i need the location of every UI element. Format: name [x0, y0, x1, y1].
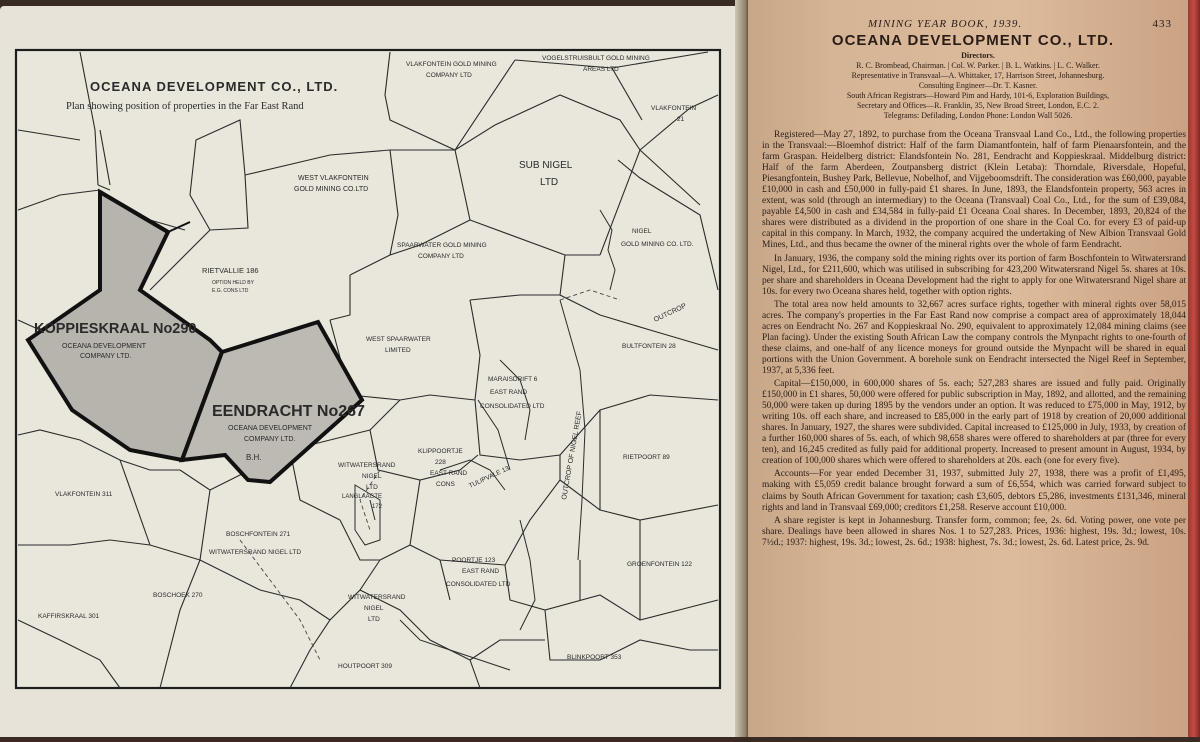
koppieskraal-sub2: COMPANY LTD. [80, 353, 132, 360]
west-spaarwater-1: WEST SPAARWATER [366, 336, 431, 343]
poortje-1: POORTJE 123 [452, 557, 496, 564]
bultfontein-label: BULTFONTEIN 28 [622, 343, 676, 350]
para-capital: Capital—£150,000, in 600,000 shares of 5s. each; 527,283 shares are issued and fully paid. Originally £150,000 in £1 shares, 50,000 were offered for public subscription in May, 1892, and allotted, and the remaining 50,000 were taken up during 1895 by the vendors under an option. It was reduced to £75,000 in May, 1912, by writing 10s. off each share, and increased to £85,000 in the early part of 1918 by creation of 20,000 additional shares. In January, 1927, the shares were subdivided. Capital increased to £125,000 in July, 1933, by creation of a further 160,000 shares of 5s. each, of which 98,658 shares were offered to shareholders at par (three for every ten), and 16,245 credited as fully paid for additional property. Increased to present amount in August, 1934, by creation of 100,000 shares which were offered to shareholders at 20s. each (one for every five). [762, 379, 1186, 467]
nigel-reef-label: OUTCROP OF NIGEL REEF [561, 410, 584, 501]
marais-3: CONSOLIDATED LTD [480, 403, 545, 410]
para-boschfontein: In January, 1936, the company sold the mining rights over its portion of farm Boschfontein to Witwatersrand Nigel, Ltd., for £211,600, which was utilised in subscribing for 423,200 Witwatersrand Nigel 5s. shares at 10s. per share and shareholders in Oceana Development had the right to apply for one Witwatersrand Nigel share at 10s. for every two Oceana shares held, together with option rights. [762, 253, 1186, 297]
houtpoort-label: HOUTPOORT 309 [338, 663, 392, 670]
page-number: 433 [1152, 18, 1172, 30]
para-share-register: A share register is kept in Johannesburg. Transfer form, common; fee, 2s. 6d. Voting power, one vote per share. Dealings have been allowed in shares Nos. 1 to 527,283. Prices, 1936: highest, 19s. 3d.; lowest, 10s. 7½d.; 1937: highest, 19s. 3d.; lowest, 2s. 6d.; 1938: highest, 7s. 3d.; lowest, 2s. 6d. Latest price, 2s. 9d. [762, 515, 1186, 548]
vogelstruis-2: AREAS LTD [583, 66, 619, 73]
vlakfontein21-1: VLAKFONTEIN [651, 105, 697, 112]
vlakfontein-gm-2: COMPANY LTD [426, 72, 472, 79]
marais-1: MARAISDRIFT 6 [488, 376, 538, 383]
wit-nigel-b-2: NIGEL [364, 605, 384, 612]
tulipvale-label: TULIPVALE 13 [467, 465, 511, 490]
koppieskraal-sub1: OCEANA DEVELOPMENT [62, 343, 147, 350]
sub-nigel-1: SUB NIGEL [519, 160, 573, 171]
sub-nigel-2: LTD [540, 177, 559, 188]
rep-transvaal: Representative in Transvaal—A. Whittaker, 17, Harrison Street, Johannesburg. [851, 71, 1105, 80]
langlaagte-1: LANGLAAGTE [342, 494, 383, 500]
secretary: Secretary and Offices—R. Franklin, 35, New Broad Street, London, E.C. 2. [856, 101, 1100, 110]
para-accounts: Accounts—For year ended December 31, 1937, submitted July 27, 1938, there was a profit of £1,495, making with £5,059 credit balance brought forward a sum of £6,554, which was carried forward subject to claims by South African Government for taxation; cash £3,605, debtors £5,286, investments £131,346, mineral rights and land in Transvaal £69,000; creditors £1,258. Reserve account £10,000. [762, 469, 1186, 513]
rietvallie-3: E.G. CONS LTD [212, 288, 249, 294]
spaarwater-1: SPAARWATER GOLD MINING [397, 242, 487, 249]
nigel-gm-1: NIGEL [632, 228, 652, 235]
poortje-2: EAST RAND [462, 568, 500, 575]
sa-registrars: South African Registrars—Howard Pim and Hardy, 101-6, Exploration Buildings, [846, 91, 1110, 100]
eendracht-sub2: COMPANY LTD. [244, 436, 296, 443]
rietvallie-2: OPTION HELD BY [212, 280, 254, 286]
boschoek-label: BOSCHOEK 270 [153, 592, 203, 599]
body-text [762, 130, 1186, 551]
eendracht-label: EENDRACHT No267 [212, 403, 365, 420]
koppieskraal-label: KOPPIESKRAAL No290 [34, 321, 197, 337]
directors-list: R. C. Brombead, Chairman. | Col. W. Parker. | B. L. Watkins. | L. C. Walker. [856, 61, 1100, 70]
klippoortje-4: CONS [436, 481, 455, 488]
groenfontein-label: GROENFONTEIN 122 [627, 561, 693, 568]
telegrams: Telegrams: Defilading, London Phone: London Wall 5026. [883, 111, 1073, 120]
west-vlakfontein-1: WEST VLAKFONTEIN [298, 175, 369, 182]
book-cover-edge [1188, 0, 1200, 737]
consulting-engineer: Consulting Engineer—Dr. T. Kasner. [918, 81, 1038, 90]
directors-label: Directors. [961, 51, 995, 60]
vogelstruis-1: VOGELSTRUISBULT GOLD MINING [542, 55, 650, 62]
running-head-title: MINING YEAR BOOK, 1939. [868, 18, 1023, 30]
para-total-area: The total area now held amounts to 32,667 acres surface rights, together with mineral rights over 58,015 acres. The company's properties in the Far East Rand now comprise a compact area of approximately 18,044 acres on Eendracht No. 267 and Koppieskraal No. 290, equivalent to approximately 12,084 mining claims (see Plan facing). Under the existing South African Law the company controls the Mynpacht rights to one-fourth of these claims, and one-half of any licence moneys for ground outside the Mynpacht will be shared in equal portions with the Union Government. A borehole sunk on Eendracht intersected the Nigel Reef in September, 1937, at 5,336 feet. [762, 299, 1186, 376]
wit-nigel-b-3: LTD [368, 616, 380, 623]
running-head [868, 18, 1172, 30]
nigel-gm-2: GOLD MINING CO. LTD. [621, 241, 694, 248]
langlaagte-2: 172 [372, 504, 383, 510]
map-subtitle: Plan showing position of properties in the Far East Rand [66, 101, 304, 112]
klippoortje-3: EAST RAND [430, 470, 468, 477]
kaffirskraal-label: KAFFIRSKRAAL 301 [38, 613, 100, 620]
outcrop-label: OUTCROP [652, 302, 688, 324]
text-page [758, 18, 1188, 730]
eendracht-sub1: OCEANA DEVELOPMENT [228, 425, 313, 432]
klippoortje-2: 228 [435, 459, 446, 466]
west-spaarwater-2: LIMITED [385, 347, 411, 354]
vlakfontein311-label: VLAKFONTEIN 311 [55, 491, 113, 498]
west-vlakfontein-2: GOLD MINING CO.LTD [294, 186, 369, 193]
wit-nigel-b-1: WITWATERSRAND [348, 594, 406, 601]
map-title: OCEANA DEVELOPMENT CO., LTD. [90, 79, 339, 94]
rietpoort-label: RIETPOORT 89 [623, 454, 670, 461]
para-registered: Registered—May 27, 1892, to purchase from the Oceana Transvaal Land Co., Ltd., the following properties in the Transvaal:—Bloemhof district: Half of the farm Diamantfontein, half of farm Pienaarsfontein, and the farm Graspan. Heidelberg district: Elandsfontein No. 281, Eendracht and Koppieskraal. Middelburg district: Half of the farm Aberdeen, Zoutpansberg district (Klein Letaba): Thorndale, Riversdale, Hopeful, Piesangfontein, Bushey Park, Bellevue, Nobelhof, and Vijgeboomsdrift. The consideration was £60,000, payable £10,000 in cash and £50,000 in fully-paid £1 shares. In June, 1893, the Elandsfontein property, 563 acres in extent, was sold (through an intermediary) to the Oceana (Transvaal) Coal Co., Ltd., for the sum of £39,084, payable £4,500 in cash and £34,584 in fully-paid £1 Oceana Coal shares. In December, 1893, 20,824 of the shares were distributed as a dividend in the proportion of one share in the Coal Co. for every £3 of paid-up capital in this company. In March, 1932, the company acquired the undertaking of New Albion Transvaal Gold Mines, Ltd., and thus became the owner of the mineral rights over the whole of farm Eendracht. [762, 130, 1186, 251]
klippoortje-1: KLIPPOORTJE [418, 448, 463, 455]
blinkpoort-label: BLINKPOORT 353 [567, 654, 622, 661]
wit-nigel-2: NIGEL [362, 473, 382, 480]
company-title: OCEANA DEVELOPMENT CO., LTD. [831, 32, 1115, 49]
spaarwater-2: COMPANY LTD [418, 253, 464, 260]
wit-nigel-ltd-label: WITWATERSRAND NIGEL LTD [209, 549, 302, 556]
wit-nigel-3: LTD [366, 484, 378, 491]
marais-2: EAST RAND [490, 389, 528, 396]
wit-nigel-1: WITWATERSRAND [338, 462, 396, 469]
vlakfontein-gm-1: VLAKFONTEIN GOLD MINING [406, 61, 497, 68]
boschfontein-label: BOSCHFONTEIN 271 [226, 531, 291, 538]
bh-label: B.H. [246, 453, 262, 462]
vlakfontein21-2: 21 [677, 116, 685, 123]
poortje-3: CONSOLIDATED LTD [446, 581, 511, 588]
rietvallie-1: RIETVALLIE 186 [202, 266, 259, 275]
